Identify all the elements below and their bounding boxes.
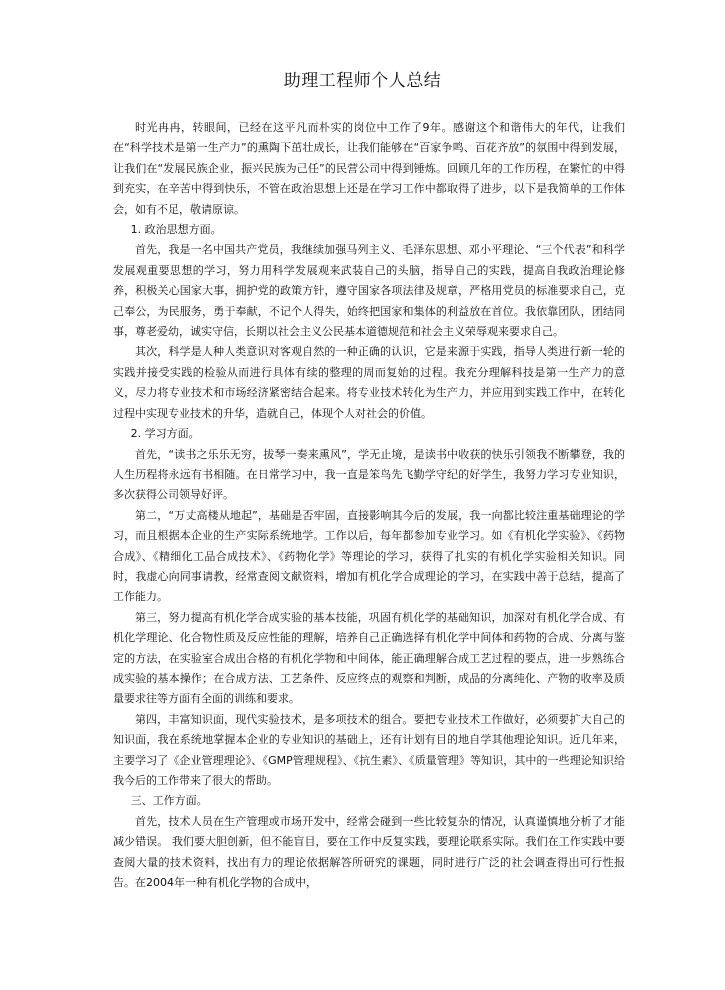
body-paragraph: 首先，“读书之乐乐无穷，拔琴一奏来熏风”，学无止境，是读书中收获的快乐引领我不断攀登，我的人生历程将永远有书相随。在日常学习中，我一直是笨鸟先飞勤学守纪的好学生，我努力学习专业知识，多次获得公司领导好评。 xyxy=(113,447,625,502)
body-paragraph: 首先，技术人员在生产管理或市场开发中，经常会碰到一些比较复杂的情况，认真谨慎地分析了才能减少错误。 我们要大胆创新，但不能盲目，要在工作中反复实践，要理论联系实际。我们在工作实践中要查阅大量的技术资料，找出有力的理论依据解答所研究的课题，同时进行广泛的社会调查得出可行性报告。在2004年一种有机化学物的合成中， xyxy=(113,814,625,890)
document-body xyxy=(113,118,625,893)
body-paragraph: 首先，我是一名中国共产党员，我继续加强马列主义、毛泽东思想、邓小平理论、“三个代表”和科学发展观重要思想的学习，努力用科学发展观来武装自己的头脑，指导自己的实践，提高自我政治理论修养，积极关心国家大事，拥护党的政策方针，遵守国家各项法律及规章，严格用党员的标准要求自己，克己奉公，为民服务，勇于奉献，不记个人得失，始终把国家和集体的利益放在首位。我依靠团队，团结同事，尊老爱幼，诚实守信，长期以社会主义公民基本道德规范和社会主义荣辱观来要求自己。 xyxy=(113,243,625,339)
section-heading: 2. 学习方面。 xyxy=(130,427,200,441)
body-paragraph: 第二，“万丈高楼从地起”，基础是否牢固，直接影响其今后的发展，我一向都比较注重基础理论的学习，而且根据本企业的生产实际系统地学。工作以后，每年都参加专业学习。如《有机化学实验》、《药物合成》、《精细化工品合成技术》、《药物化学》等理论的学习，获得了扎实的有机化学实验相关知识。同时，我虚心向同事请教，经常查阅文献资料，增加有机化学合成理论的学习，在实践中善于总结，提高了工作能力。 xyxy=(113,508,625,604)
body-paragraph: 时光冉冉，转眼间，已经在这平凡而朴实的岗位中工作了9年。感谢这个和谐伟大的年代，让我们在“科学技术是第一生产力”的熏陶下茁壮成长，让我们能够在“百家争鸣、百花齐放”的氛围中得到发展，让我们在“发展民族企业，振兴民族为己任”的民营公司中得到锤炼。回顾几年的工作历程，在繁忙的中得到充实，在辛苦中得到快乐，不管在政治思想上还是在学习工作中都取得了进步，以下是我简单的工作体会，如有不足，敬请原谅。 xyxy=(113,121,625,216)
body-paragraph: 第三，努力提高有机化学合成实验的基本技能，巩固有机化学的基础知识，加深对有机化学合成、有机化学理论、化合物性质及反应性能的理解，培养自己正确选择有机化学中间体和药物的合成、分离与鉴定的方法，在实验室合成出合格的有机化学物和中间体，能正确理解合成工艺过程的要点，进一步熟练合成实验的基本操作；在合成方法、工艺条件、反应终点的观察和判断，成品的分离纯化、产物的收率及质量要求往等方面有全面的训练和要求。 xyxy=(113,610,625,706)
section-heading: 三、工作方面。 xyxy=(130,794,208,808)
body-paragraph: 第四，丰富知识面，现代实验技术，是多项技术的组合。要把专业技术工作做好，必须要扩大自己的知识面，我在系统地掌握本企业的专业知识的基础上，还有计划有目的地自学其他理论知识。近几年来，主要学习了《企业管理理论》、《GMP管理规程》、《抗生素》、《质量管理》等知识，其中的一些理论知识给我今后的工作带来了很大的帮助。 xyxy=(113,712,625,787)
document-title: 助理工程师个人总结 xyxy=(283,71,442,91)
body-paragraph: 其次，科学是人种人类意识对客观自然的一种正确的认识，它是来源于实践，指导人类进行新一轮的实践并接受实践的检验从而进行具体有续的整理的周而复始的过程。我充分理解科技是第一生产力的意义，尽力将专业技术和市场经济紧密结合起来。将专业技术转化为生产力，并应用到实践工作中，在转化过程中实现专业技术的升华，造就自己，体现个人对社会的价值。 xyxy=(113,345,625,420)
section-heading: 1. 政治思想方面。 xyxy=(130,223,222,237)
